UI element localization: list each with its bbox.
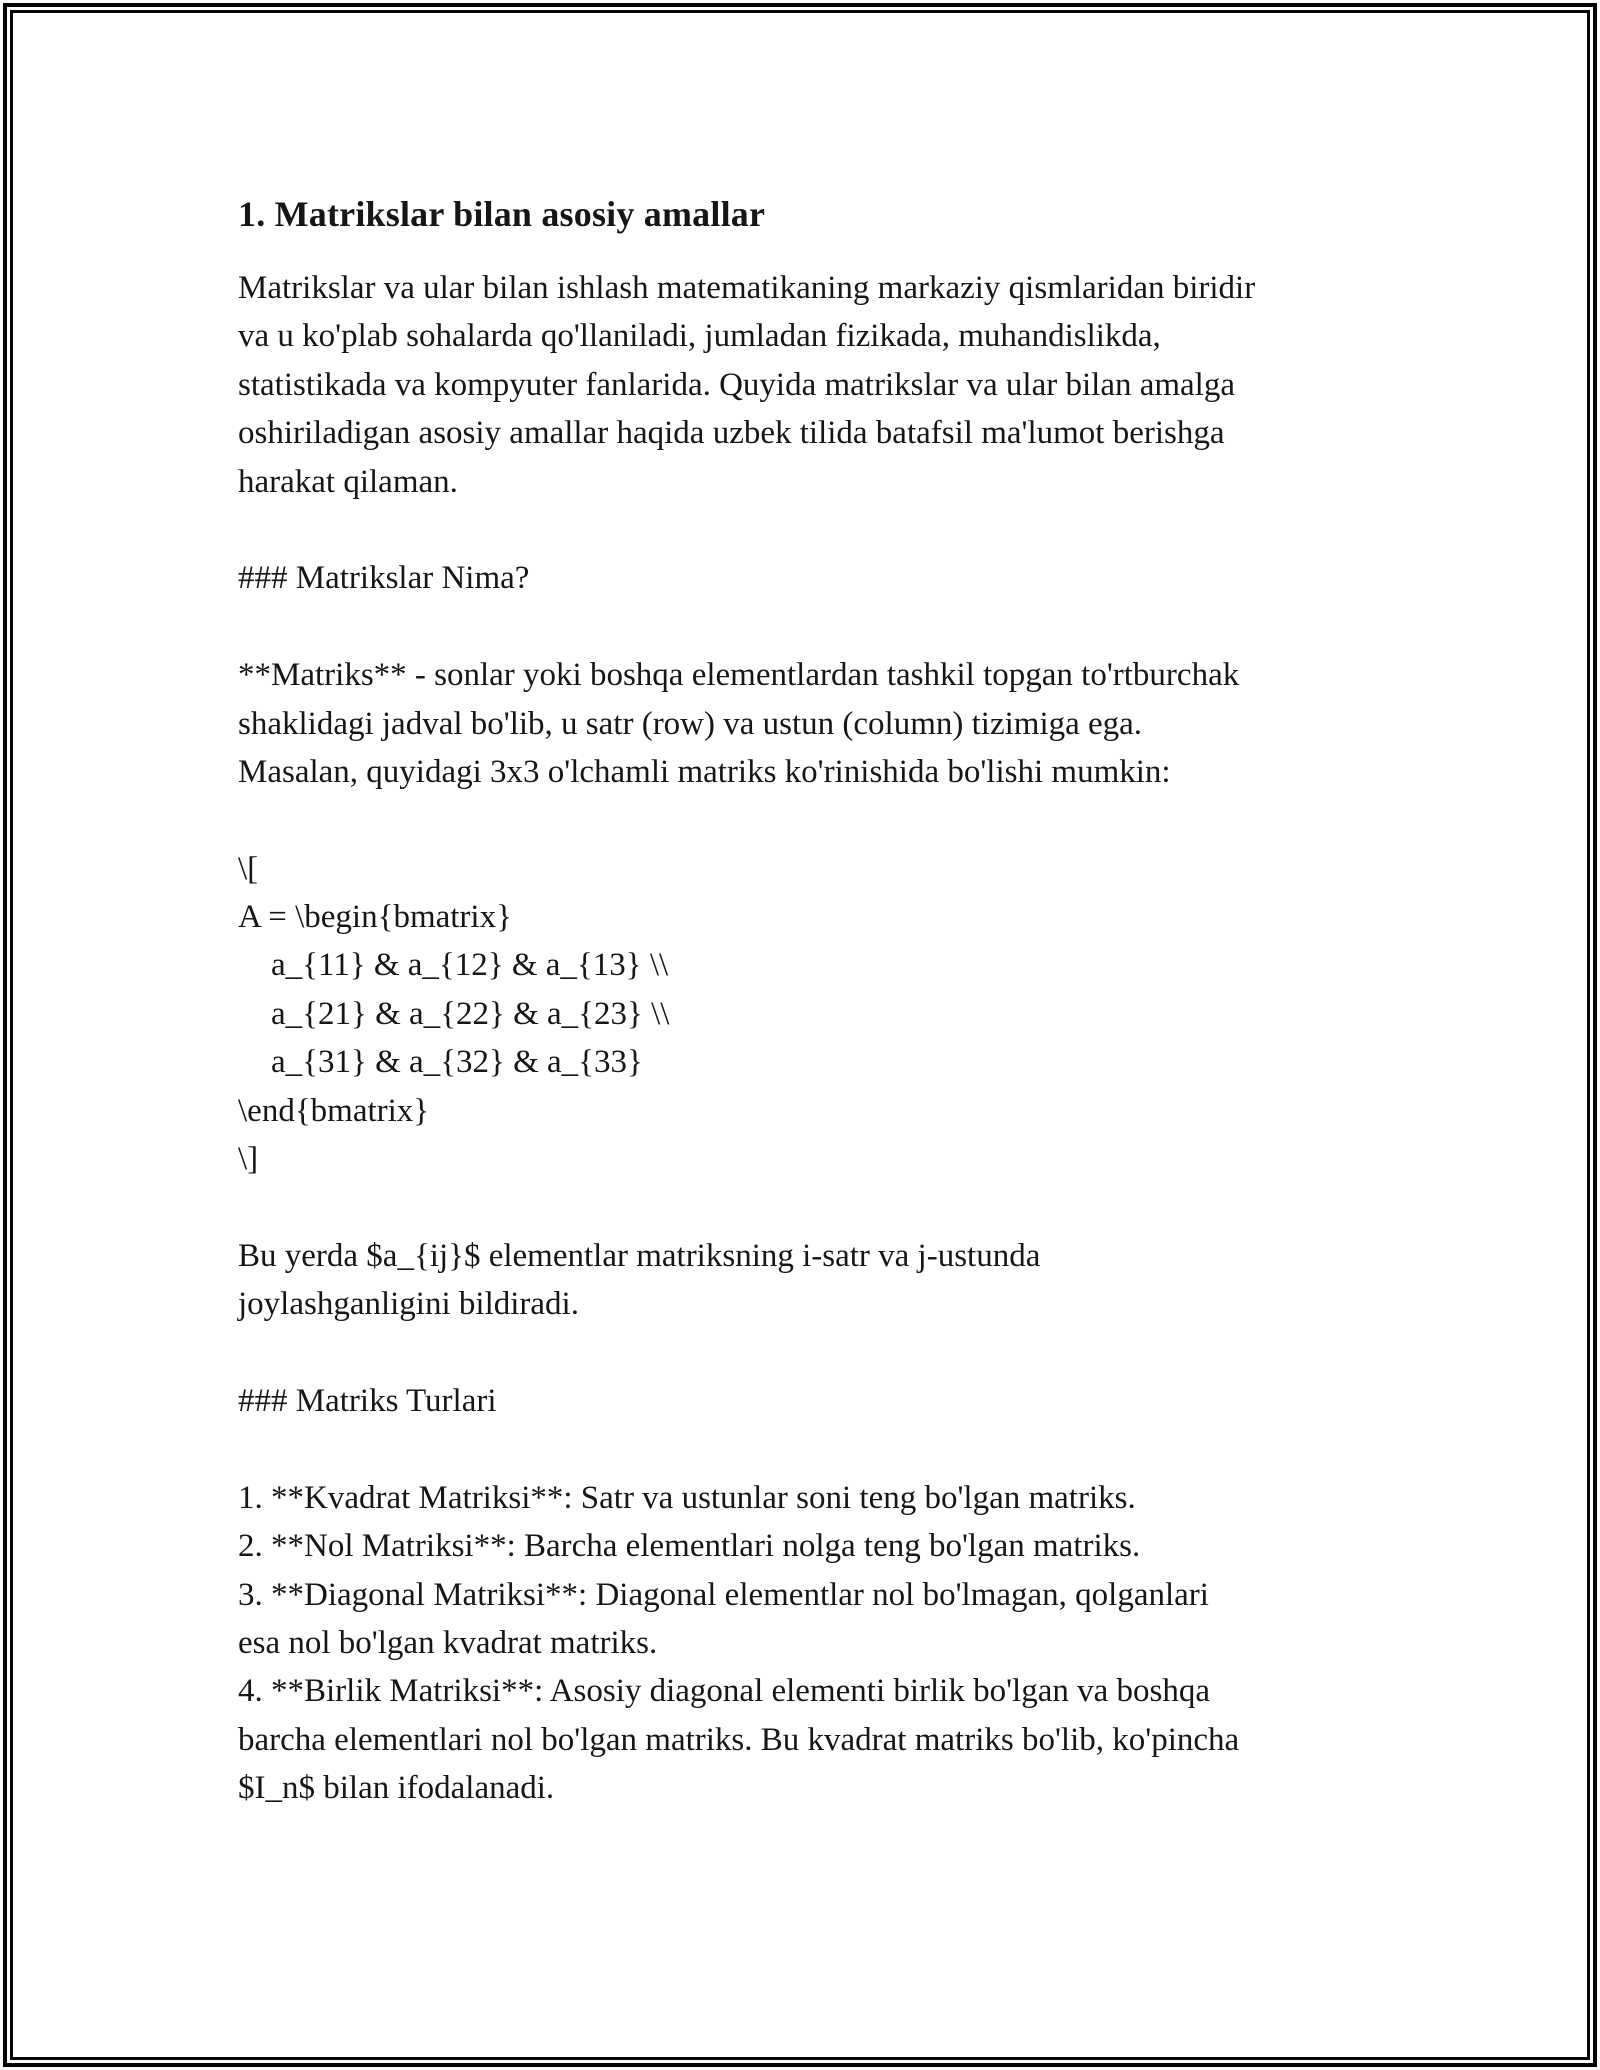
- matrix-types-list-line: 4. **Birlik Matriksi**: Asosiy diagonal elementi birlik bo'lgan va boshqa: [238, 1673, 1211, 1710]
- matrix-types-list-line: esa nol bo'lgan kvadrat matriks.: [238, 1624, 658, 1661]
- intro-paragraph-line: statistikada va kompyuter fanlarida. Quyida matrikslar va ular bilan amalga: [238, 366, 1235, 403]
- intro-paragraph-line: oshiriladigan asosiy amallar haqida uzbek tilida batafsil ma'lumot berishga: [238, 415, 1225, 452]
- blank-line: [238, 1425, 1388, 1473]
- latex-matrix-block-line: \end{bmatrix}: [238, 1092, 430, 1129]
- latex-matrix-block-line: a_{31} & a_{32} & a_{33}: [238, 1044, 643, 1081]
- matriks-definition-paragraph-line: **Matriks** - sonlar yoki boshqa elementlardan tashkil topgan to'rtburchak: [238, 657, 1240, 694]
- latex-matrix-block-line: a_{11} & a_{12} & a_{13} \\: [238, 947, 669, 984]
- intro-paragraph-line: va u ko'plab sohalarda qo'llaniladi, jumladan fizikada, muhandislikda,: [238, 318, 1161, 355]
- matrix-types-list-line: barcha elementlari nol bo'lgan matriks. Bu kvadrat matriks bo'lib, ko'pincha: [238, 1721, 1240, 1758]
- section-heading-matrikslar-nima-line: ### Matrikslar Nima?: [238, 560, 530, 597]
- blank-line: [238, 1329, 1388, 1377]
- latex-matrix-block-line: a_{21} & a_{22} & a_{23} \\: [238, 995, 670, 1032]
- latex-matrix-block-line: \]: [238, 1141, 259, 1178]
- latex-matrix-block-line: \[: [238, 850, 259, 887]
- section-heading-matriks-turlari-line: ### Matriks Turlari: [238, 1382, 497, 1419]
- blank-line: [238, 506, 1388, 554]
- document-title: 1. Matrikslar bilan asosiy amallar: [238, 194, 766, 234]
- aij-explanation-paragraph-line: Bu yerda $a_{ij}$ elementlar matriksning i-satr va j-ustunda: [238, 1237, 1041, 1274]
- intro-paragraph-line: Matrikslar va ular bilan ishlash matematikaning markaziy qismlaridan biridir: [238, 270, 1256, 306]
- matrix-types-list-line: $I_n$ bilan ifodalanadi.: [238, 1770, 555, 1807]
- aij-explanation-paragraph-line: joylashganligini bildiradi.: [238, 1286, 579, 1323]
- matrix-types-list-line: 1. **Kvadrat Matriksi**: Satr va ustunlar soni teng bo'lgan matriks.: [238, 1479, 1136, 1516]
- blank-line: [238, 603, 1388, 651]
- matrix-types-list-line: 3. **Diagonal Matriksi**: Diagonal elementlar nol bo'lmagan, qolganlari: [238, 1576, 1209, 1613]
- latex-matrix-block-line: A = \begin{bmatrix}: [238, 899, 512, 936]
- blank-line: [238, 1183, 1388, 1231]
- matriks-definition-paragraph-line: shaklidagi jadval bo'lib, u satr (row) va ustun (column) tizimiga ega.: [238, 705, 1143, 742]
- matriks-definition-paragraph-line: Masalan, quyidagi 3x3 o'lchamli matriks ko'rinishida bo'lishi mumkin:: [238, 753, 1171, 790]
- document-content: [238, 192, 1388, 1813]
- document-body: [238, 264, 1388, 1813]
- matrix-types-list-line: 2. **Nol Matriksi**: Barcha elementlari nolga teng bo'lgan matriks.: [238, 1528, 1141, 1565]
- intro-paragraph-line: harakat qilaman.: [238, 463, 458, 500]
- blank-line: [238, 796, 1388, 844]
